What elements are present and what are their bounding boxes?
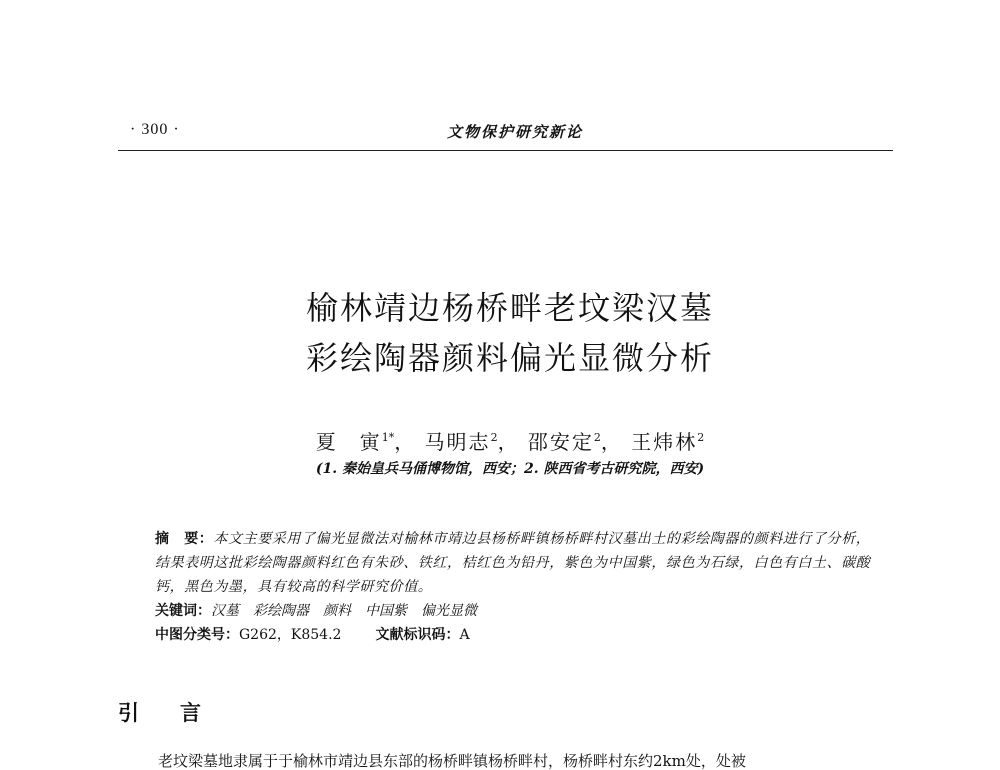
author-name: 邵安定 [527, 430, 594, 454]
document-code-label: 文献标识码： [375, 627, 460, 643]
running-header: 文物保护研究新论 [446, 123, 583, 141]
author-affiliation-mark: 2 [490, 431, 498, 444]
abstract [155, 527, 875, 599]
keywords [155, 599, 875, 623]
author-name: 马明志 [424, 430, 491, 454]
page-number: · 300 · [130, 121, 180, 138]
author-separator: ， [497, 430, 520, 454]
classification [155, 623, 875, 647]
keywords-label: 关键词： [155, 603, 211, 619]
header-rule [118, 150, 893, 151]
author-affiliation-mark: 1* [381, 431, 395, 444]
author-separator: ， [394, 430, 417, 454]
author-name: 王炜林 [631, 430, 698, 454]
section-heading: 引 言 [118, 700, 211, 725]
keyword: 汉墓 [211, 603, 239, 619]
paper-title-line-2: 彩绘陶器颜料偏光显微分析 [305, 339, 714, 377]
author-list [200, 426, 820, 455]
keyword: 偏光显微 [421, 603, 477, 619]
classification-label: 中图分类号： [155, 627, 239, 643]
author-name: 夏 寅 [315, 430, 382, 454]
author-affiliation-mark: 2 [593, 431, 601, 444]
keyword: 彩绘陶器 [253, 603, 309, 619]
abstract-text: 本文主要采用了偏光显微法对榆林市靖边县杨桥畔镇杨桥畔村汉墓出土的彩绘陶器的颜料进行了分析，结果表明这批彩绘陶器颜料红色有朱砂、铁红，桔红色为铅丹，紫色为中国紫，绿色为石绿，白色有白土、碳酸钙，黑色为墨，具有较高的科学研究价值。 [155, 531, 871, 595]
abstract-label: 摘 要： [155, 531, 214, 547]
body-paragraph: 老坟梁墓地隶属于于榆林市靖边县东部的杨桥畔镇杨桥畔村，杨桥畔村东约2km处，处被 [158, 752, 746, 770]
keyword: 中国紫 [365, 603, 407, 619]
classification-code: G262，K854.2 [239, 627, 342, 643]
author-affiliation-mark: 2 [697, 431, 705, 444]
affiliation: (1. 秦始皇兵马俑博物馆，西安；2. 陕西省考古研究院，西安) [315, 461, 705, 477]
document-code: A [459, 627, 470, 643]
paper-title-line-1: 榆林靖边杨桥畔老坟梁汉墓 [305, 289, 714, 327]
author-separator: ， [600, 430, 623, 454]
keyword: 颜料 [323, 603, 351, 619]
